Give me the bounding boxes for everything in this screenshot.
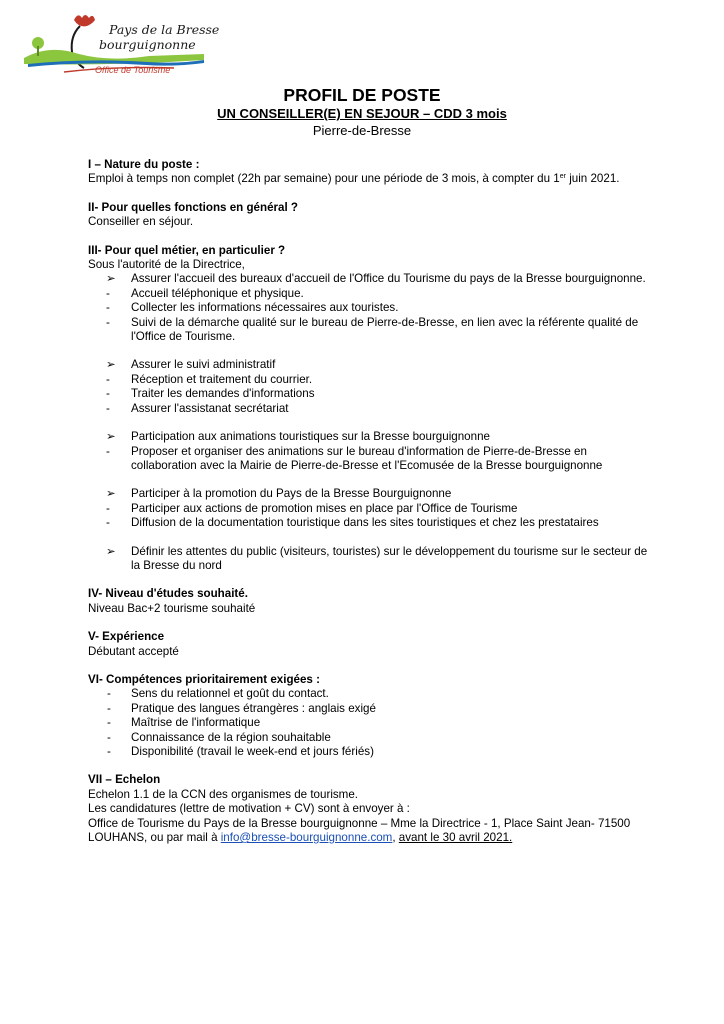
arrow-bullet-icon: ➢ bbox=[106, 544, 116, 558]
dash-bullet: - bbox=[106, 401, 110, 415]
section-niveau-etudes bbox=[88, 587, 648, 616]
task-group bbox=[88, 545, 648, 574]
dash-bullet: - bbox=[106, 372, 110, 386]
competences-list bbox=[88, 687, 648, 759]
section-text bbox=[88, 172, 648, 186]
task-list bbox=[88, 272, 648, 344]
arrow-bullet-icon: ➢ bbox=[106, 487, 116, 501]
dash-bullet: - bbox=[106, 286, 110, 300]
section-heading: IV- Niveau d'études souhaité. bbox=[88, 587, 248, 601]
list-item bbox=[88, 402, 648, 416]
task-list bbox=[88, 487, 648, 530]
text-span: , bbox=[392, 831, 399, 845]
page-subtitle: UN CONSEILLER(E) EN SEJOUR – CDD 3 mois bbox=[217, 106, 507, 121]
section-intro: Sous l'autorité de la Directrice, bbox=[88, 258, 245, 272]
list-item bbox=[88, 445, 648, 474]
list-item-text: Traiter les demandes d'informations bbox=[131, 387, 315, 401]
dash-bullet: - bbox=[106, 501, 110, 515]
list-item-text: Collecter les informations nécessaires aux touristes. bbox=[131, 301, 399, 315]
section-fonctions bbox=[88, 201, 648, 230]
list-item-text: Maîtrise de l'informatique bbox=[131, 716, 261, 730]
task-list bbox=[88, 430, 648, 473]
section-text: Les candidatures (lettre de motivation + CV) sont à envoyer à : bbox=[88, 802, 410, 816]
list-item bbox=[88, 316, 648, 345]
title-block bbox=[0, 85, 724, 139]
dash-bullet: - bbox=[107, 730, 111, 744]
section-metier bbox=[88, 244, 648, 574]
list-item bbox=[88, 545, 648, 574]
task-group bbox=[88, 272, 648, 344]
section-text: Débutant accepté bbox=[88, 644, 179, 658]
list-item bbox=[88, 358, 648, 372]
section-heading: III- Pour quel métier, en particulier ? bbox=[88, 243, 286, 257]
logo-text-line2: bourguignonne bbox=[99, 37, 196, 52]
text-span: Emploi à temps non complet (22h par semaine) pour une période de 3 mois, à compter du 1 bbox=[88, 172, 560, 186]
task-list bbox=[88, 545, 648, 574]
section-heading: II- Pour quelles fonctions en général ? bbox=[88, 200, 299, 214]
logo-text-line3: Office de Tourisme bbox=[95, 65, 171, 75]
list-item-text: Participation aux animations touristiques sur la Bresse bourguignonne bbox=[131, 430, 490, 444]
dash-bullet: - bbox=[106, 387, 110, 401]
section-nature-du-poste bbox=[88, 158, 648, 187]
section-echelon bbox=[88, 773, 648, 845]
list-item-text: Connaissance de la région souhaitable bbox=[131, 730, 331, 744]
list-item-text: Participer à la promotion du Pays de la Bresse Bourguignonne bbox=[131, 487, 452, 501]
list-item bbox=[88, 516, 648, 530]
list-item-text: Réception et traitement du courrier. bbox=[131, 372, 313, 386]
list-item bbox=[88, 430, 648, 444]
list-item-text: Sens du relationnel et goût du contact. bbox=[131, 687, 329, 701]
list-item-text: Pratique des langues étrangères : anglais exigé bbox=[131, 701, 376, 715]
list-item-text: Diffusion de la documentation touristique dans les sites touristiques et chez les prestataires bbox=[131, 516, 599, 530]
section-heading: VII – Echelon bbox=[88, 773, 161, 787]
office-tourisme-logo bbox=[24, 10, 220, 80]
list-item bbox=[88, 272, 648, 286]
dash-bullet: - bbox=[107, 716, 111, 730]
list-item bbox=[88, 487, 648, 501]
list-item bbox=[88, 702, 648, 716]
list-item-text: Participer aux actions de promotion mises en place par l'Office de Tourisme bbox=[131, 501, 518, 515]
list-item-text: Proposer et organiser des animations sur le bureau d'information de Pierre-de-Bresse en collaboration avec la Mairie de Pierre-de-Bresse et l'Ecomusée de la Bresse bourguignonne bbox=[131, 444, 603, 472]
list-item-text: Assurer le suivi administratif bbox=[131, 358, 276, 372]
dash-bullet: - bbox=[107, 687, 111, 701]
text-span: Office de Tourisme du Pays de la Bresse bourguignonne – Mme la Directrice - 1, Place Saint Jean- 71500 LOUHANS, ou par mail à bbox=[88, 816, 631, 845]
section-heading: V- Expérience bbox=[88, 630, 165, 644]
logo-text-line1: Pays de la Bresse bbox=[109, 22, 220, 37]
section-heading: VI- Compétences prioritairement exigées : bbox=[88, 672, 320, 686]
list-item-text: Suivi de la démarche qualité sur le bureau de Pierre-de-Bresse, en lien avec la référente qualité de l'Office de Tourisme. bbox=[131, 315, 639, 344]
task-list bbox=[88, 358, 648, 416]
dash-bullet: - bbox=[107, 701, 111, 715]
list-item-text: Assurer l'accueil des bureaux d'accueil de l'Office du Tourisme du pays de la Bresse bourguignonne. bbox=[131, 272, 646, 286]
email-link[interactable]: info@bresse-bourguignonne.com bbox=[220, 831, 393, 845]
section-heading: I – Nature du poste : bbox=[88, 158, 200, 171]
superscript: er bbox=[559, 173, 566, 181]
list-item-text: Accueil téléphonique et physique. bbox=[131, 286, 304, 300]
dash-bullet: - bbox=[106, 444, 110, 458]
list-item-text: Disponibilité (travail le week-end et jours fériés) bbox=[131, 745, 374, 758]
section-competences bbox=[88, 673, 648, 759]
list-item bbox=[88, 745, 648, 759]
page-title: PROFIL DE POSTE bbox=[283, 85, 441, 105]
list-item bbox=[88, 687, 648, 701]
list-item bbox=[88, 716, 648, 730]
list-item bbox=[88, 373, 648, 387]
list-item bbox=[88, 387, 648, 401]
list-item bbox=[88, 731, 648, 745]
section-text: Niveau Bac+2 tourisme souhaité bbox=[88, 601, 256, 615]
list-item-text: Assurer l'assistanat secrétariat bbox=[131, 401, 289, 415]
list-item bbox=[88, 287, 648, 301]
task-group bbox=[88, 430, 648, 473]
dash-bullet: - bbox=[107, 745, 111, 758]
task-group bbox=[88, 487, 648, 530]
dash-bullet: - bbox=[106, 516, 110, 530]
text-span: juin 2021. bbox=[565, 172, 620, 186]
section-text: Conseiller en séjour. bbox=[88, 215, 194, 229]
list-item bbox=[88, 502, 648, 516]
contact-paragraph bbox=[88, 817, 648, 846]
task-group bbox=[88, 358, 648, 416]
deadline-text: avant le 30 avril 2021. bbox=[398, 831, 513, 845]
arrow-bullet-icon: ➢ bbox=[106, 430, 116, 444]
section-experience bbox=[88, 630, 648, 659]
dash-bullet: - bbox=[106, 315, 110, 329]
arrow-bullet-icon: ➢ bbox=[106, 358, 116, 372]
list-item-text: Définir les attentes du public (visiteurs, touristes) sur le développement du tourisme sur le secteur de la Bresse du nord bbox=[131, 544, 648, 572]
list-item bbox=[88, 301, 648, 315]
arrow-bullet-icon: ➢ bbox=[106, 272, 116, 286]
section-text: Echelon 1.1 de la CCN des organismes de tourisme. bbox=[88, 787, 359, 801]
page-location: Pierre-de-Bresse bbox=[312, 123, 412, 138]
dash-bullet: - bbox=[106, 301, 110, 315]
document-body bbox=[88, 158, 648, 859]
